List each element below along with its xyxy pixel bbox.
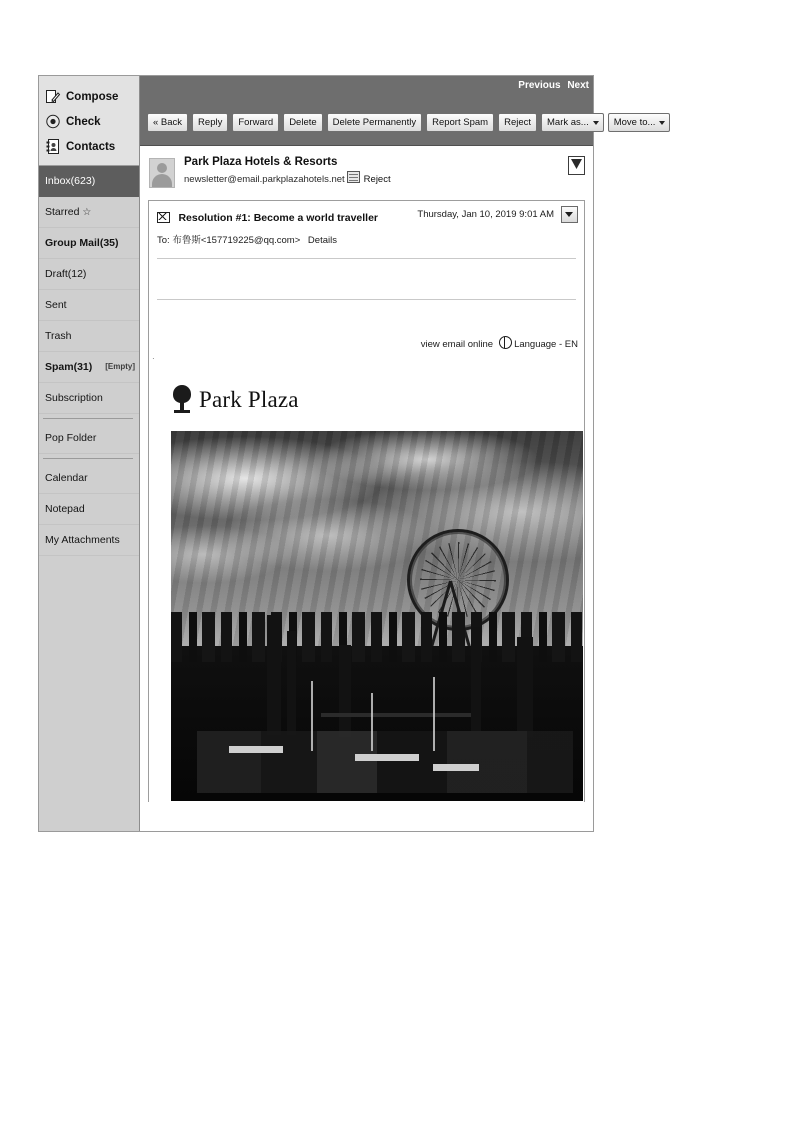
folder-label: Trash (45, 330, 72, 342)
language-link[interactable]: Language - EN (514, 339, 578, 350)
brand-name: Park Plaza (199, 387, 299, 412)
compose-icon (46, 89, 60, 104)
sidebar-item-label: Contacts (66, 140, 116, 153)
avatar-head (157, 163, 167, 173)
mark-unread-button[interactable] (568, 156, 585, 175)
sender-block (140, 146, 593, 200)
message-card (148, 200, 585, 802)
folder-label: Subscription (45, 392, 103, 404)
folder-label: Group Mail(35) (45, 237, 119, 249)
sidebar-item-my-attachments[interactable] (39, 525, 139, 556)
sidebar-item-compose[interactable] (39, 84, 139, 109)
sidebar-item-spam[interactable] (39, 352, 139, 383)
message-options-button[interactable] (561, 206, 578, 223)
sidebar-item-calendar[interactable] (39, 463, 139, 494)
avatar (149, 158, 175, 188)
toolbar-buttons (147, 113, 670, 132)
button-label: Report Spam (432, 117, 489, 128)
sidebar-item-label: Compose (66, 90, 119, 103)
to-label: To: (157, 235, 170, 246)
sidebar-item-trash[interactable] (39, 321, 139, 352)
subject-row (149, 201, 584, 230)
folder-label: Notepad (45, 503, 85, 515)
empty-spam-link[interactable]: [Empty] (105, 362, 135, 371)
button-label: « Back (153, 117, 183, 128)
button-label: Move to... (613, 117, 656, 128)
reject-button[interactable] (498, 113, 537, 132)
button-label: Reply (198, 117, 223, 128)
folder-label: Inbox(623) (45, 175, 96, 187)
webmail-window (38, 75, 656, 832)
envelope-flap-icon (571, 159, 582, 169)
folder-label: Spam(31) (45, 361, 93, 373)
avatar-body (152, 174, 172, 187)
delete-button[interactable] (283, 113, 322, 132)
body-bullet: · (152, 354, 155, 363)
sender-reject-link[interactable]: Reject (363, 174, 391, 185)
sender-address-row (184, 171, 585, 185)
folder-label: My Attachments (45, 534, 120, 546)
forward-button[interactable] (232, 113, 279, 132)
recipient-row (149, 230, 584, 254)
spire (433, 677, 435, 751)
folder-label: Sent (45, 299, 67, 311)
folder-label: Pop Folder (45, 432, 97, 444)
button-label: Mark as... (547, 117, 589, 128)
details-link[interactable]: Details (307, 235, 337, 246)
sender-name: Park Plaza Hotels & Resorts (184, 156, 338, 168)
folder-list (39, 166, 139, 556)
lit-rooftop (433, 764, 479, 771)
park-plaza-tree-icon (171, 385, 193, 415)
sidebar-divider-1 (43, 418, 133, 419)
lit-rooftop (229, 746, 283, 753)
spire (311, 681, 313, 751)
report-spam-button[interactable] (426, 113, 494, 132)
view-email-online-link[interactable]: view email online (420, 339, 494, 350)
next-button[interactable]: Next (567, 80, 589, 91)
chevron-down-icon (593, 121, 599, 125)
spire (371, 693, 373, 751)
previous-button[interactable]: Previous (518, 80, 561, 91)
folder-label: Calendar (45, 472, 88, 484)
message-body-top-spacer (149, 259, 584, 295)
sidebar-item-inbox[interactable] (39, 166, 139, 197)
rooftops (197, 731, 573, 793)
chevron-down-icon (659, 121, 665, 125)
building (339, 645, 351, 737)
sidebar-item-check[interactable] (39, 109, 139, 134)
brand-logo (149, 363, 584, 431)
globe-icon (499, 336, 512, 349)
pager (514, 80, 589, 91)
email-utility-row (149, 336, 584, 354)
building (267, 615, 281, 735)
folder-label: Starred (45, 206, 80, 218)
reply-button[interactable] (192, 113, 228, 132)
hero-image-london-skyline (171, 431, 583, 801)
star-icon: ☆ (82, 207, 92, 218)
button-label: Forward (238, 117, 274, 128)
to-value: 布鲁斯<157719225@qq.com> (172, 235, 301, 246)
sidebar-top-actions (39, 76, 139, 166)
sender-email: newsletter@email.parkplazahotels.net (184, 174, 345, 185)
building (517, 637, 533, 737)
sidebar (39, 76, 140, 831)
building (471, 627, 481, 737)
back-button[interactable] (147, 113, 188, 132)
body-gap (149, 300, 584, 336)
toolbar (140, 76, 656, 146)
message-date: Thursday, Jan 10, 2019 9:01 AM (417, 209, 554, 220)
sidebar-item-draft[interactable] (39, 259, 139, 290)
bridge (321, 713, 471, 717)
sidebar-item-sent[interactable] (39, 290, 139, 321)
check-mail-icon (46, 114, 60, 129)
contacts-icon (46, 139, 60, 154)
button-label: Reject (504, 117, 532, 128)
button-label: Delete (289, 117, 317, 128)
sidebar-item-starred[interactable] (39, 197, 139, 228)
move-to-dropdown[interactable] (608, 113, 671, 132)
sidebar-item-subscription[interactable] (39, 383, 139, 414)
button-label: Delete Permanently (332, 117, 417, 128)
sidebar-divider-2 (43, 458, 133, 459)
mark-as-dropdown[interactable] (541, 113, 604, 132)
message-subject: Resolution #1: Become a world traveller (178, 212, 379, 224)
sidebar-item-label: Check (66, 115, 101, 128)
sidebar-item-group-mail[interactable] (39, 228, 139, 259)
folder-label: Draft(12) (45, 268, 87, 280)
attachment-flag-icon (157, 211, 169, 223)
add-to-contacts-icon[interactable] (347, 171, 360, 183)
lit-rooftop (355, 754, 419, 761)
delete-permanently-button[interactable] (327, 113, 422, 132)
message-pane (140, 76, 656, 831)
sidebar-item-pop-folder[interactable] (39, 423, 139, 454)
chevron-down-icon (565, 212, 573, 217)
sidebar-item-contacts[interactable] (39, 134, 139, 159)
building (287, 631, 296, 735)
sidebar-item-notepad[interactable] (39, 494, 139, 525)
